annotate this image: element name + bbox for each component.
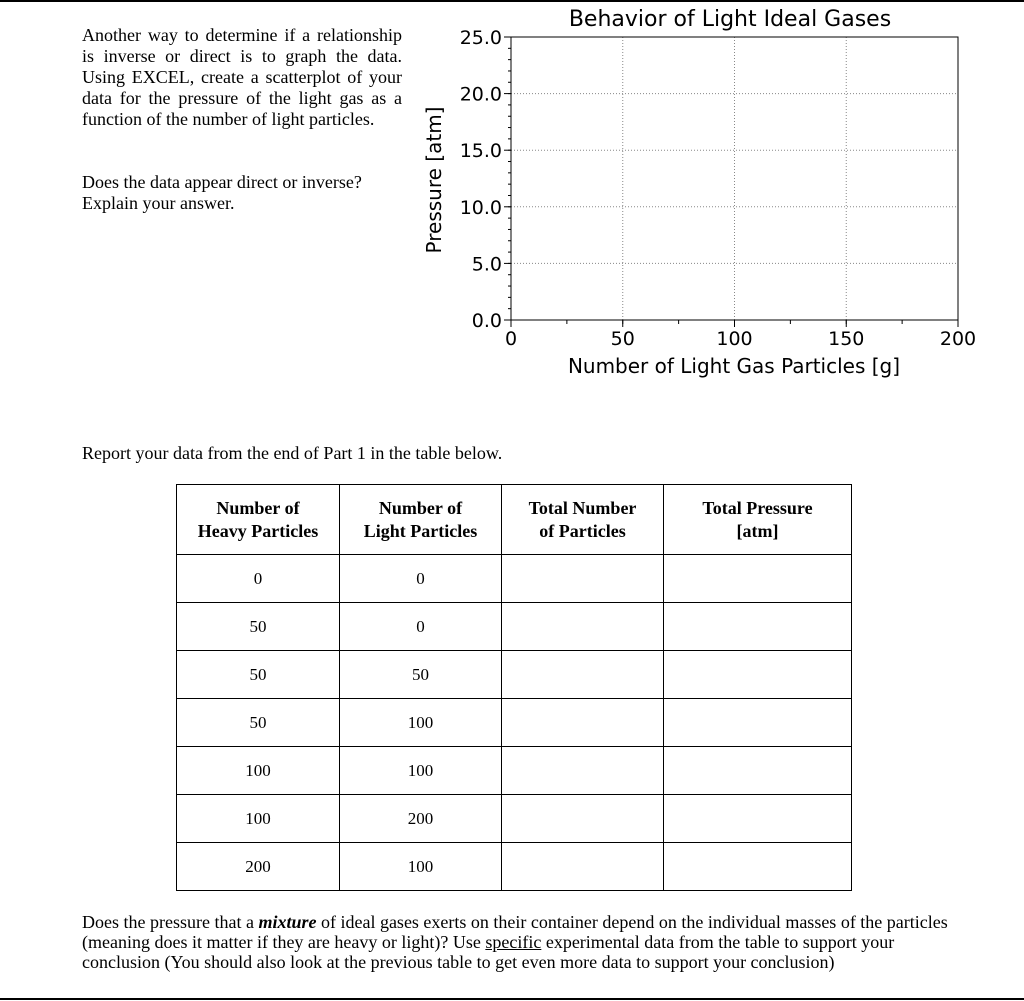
bottom-border <box>0 998 1024 1000</box>
table-cell: 50 <box>177 603 340 651</box>
table-cell <box>502 603 664 651</box>
table-cell <box>664 747 852 795</box>
table-cell <box>664 795 852 843</box>
intro-paragraph: Another way to determine if a relationship is inverse or direct is to graph the data. Using EXCEL, create a scatterplot of your data for the pressure of the light gas as a function of the number of light particles. <box>82 25 402 129</box>
pressure-chart <box>0 0 1024 400</box>
table-row <box>177 843 852 891</box>
table-cell <box>502 795 664 843</box>
x-tick-label: 200 <box>939 328 977 350</box>
table-row <box>177 603 852 651</box>
y-tick-label: 15.0 <box>459 140 502 163</box>
table-cell <box>664 603 852 651</box>
column-header <box>664 485 852 555</box>
table-cell: 200 <box>177 843 340 891</box>
x-tick-label: 50 <box>610 328 635 350</box>
data-table <box>176 484 852 891</box>
column-header-line: Heavy Particles <box>197 520 319 541</box>
conclusion-emphasis: mixture <box>258 912 317 932</box>
table-cell: 50 <box>340 651 502 699</box>
column-header <box>177 485 340 555</box>
column-header <box>340 485 502 555</box>
column-header-line: Light Particles <box>363 520 478 541</box>
table-cell <box>664 699 852 747</box>
table-header-row <box>177 485 852 555</box>
table-cell <box>502 747 664 795</box>
column-header-line: [atm] <box>736 520 779 541</box>
column-header-line: of Particles <box>539 520 626 541</box>
y-tick-label: 25.0 <box>459 27 502 49</box>
table-cell: 200 <box>340 795 502 843</box>
table-cell: 50 <box>177 699 340 747</box>
table-cell: 0 <box>340 555 502 603</box>
table-cell <box>502 843 664 891</box>
table-cell: 0 <box>340 603 502 651</box>
table-cell <box>502 651 664 699</box>
conclusion-text-1: Does the pressure that a <box>82 912 259 932</box>
table-cell: 100 <box>340 843 502 891</box>
table-row <box>177 699 852 747</box>
table-row <box>177 555 852 603</box>
table-cell <box>502 555 664 603</box>
report-instruction: Report your data from the end of Part 1 in the table below. <box>82 443 503 463</box>
x-axis-label: Number of Light Gas Particles [g] <box>567 354 901 378</box>
conclusion-underline: specific <box>485 932 542 952</box>
y-axis-label: Pressure [atm] <box>422 106 446 254</box>
table-cell: 100 <box>177 795 340 843</box>
column-header <box>502 485 664 555</box>
column-header-line: Total Pressure <box>702 497 813 518</box>
table-row <box>177 747 852 795</box>
y-tick-label: 0.0 <box>471 310 502 332</box>
conclusion-question <box>82 912 962 972</box>
table-cell: 50 <box>177 651 340 699</box>
column-header-line: Total Number <box>528 497 637 518</box>
table-cell <box>664 555 852 603</box>
y-tick-label: 5.0 <box>471 253 502 276</box>
table-cell: 100 <box>340 747 502 795</box>
conclusion-text-3: experimental data from the table to support your conclusion (You should also look at the previous table to get even more data to support your conclusion) <box>82 932 895 972</box>
table-cell <box>664 651 852 699</box>
question-line-2: Explain your answer. <box>82 193 235 213</box>
x-tick-label: 100 <box>716 328 753 350</box>
x-tick-label: 0 <box>504 328 518 350</box>
y-tick-label: 20.0 <box>459 83 502 106</box>
conclusion-text-2: of ideal gases exerts on their container depend on the individual masses of the particles (meaning does it matter if they are heavy or light)? Use <box>82 912 948 952</box>
table-cell: 0 <box>177 555 340 603</box>
column-header-line: Number of <box>216 497 300 518</box>
table-cell: 100 <box>340 699 502 747</box>
table-cell <box>502 699 664 747</box>
chart-title: Behavior of Light Ideal Gases <box>568 7 892 32</box>
table-cell <box>664 843 852 891</box>
table-row <box>177 651 852 699</box>
y-tick-label: 10.0 <box>459 196 502 219</box>
table-cell: 100 <box>177 747 340 795</box>
x-tick-label: 150 <box>828 328 865 350</box>
table-row <box>177 795 852 843</box>
question-line-1: Does the data appear direct or inverse? <box>82 172 362 192</box>
column-header-line: Number of <box>378 497 463 518</box>
